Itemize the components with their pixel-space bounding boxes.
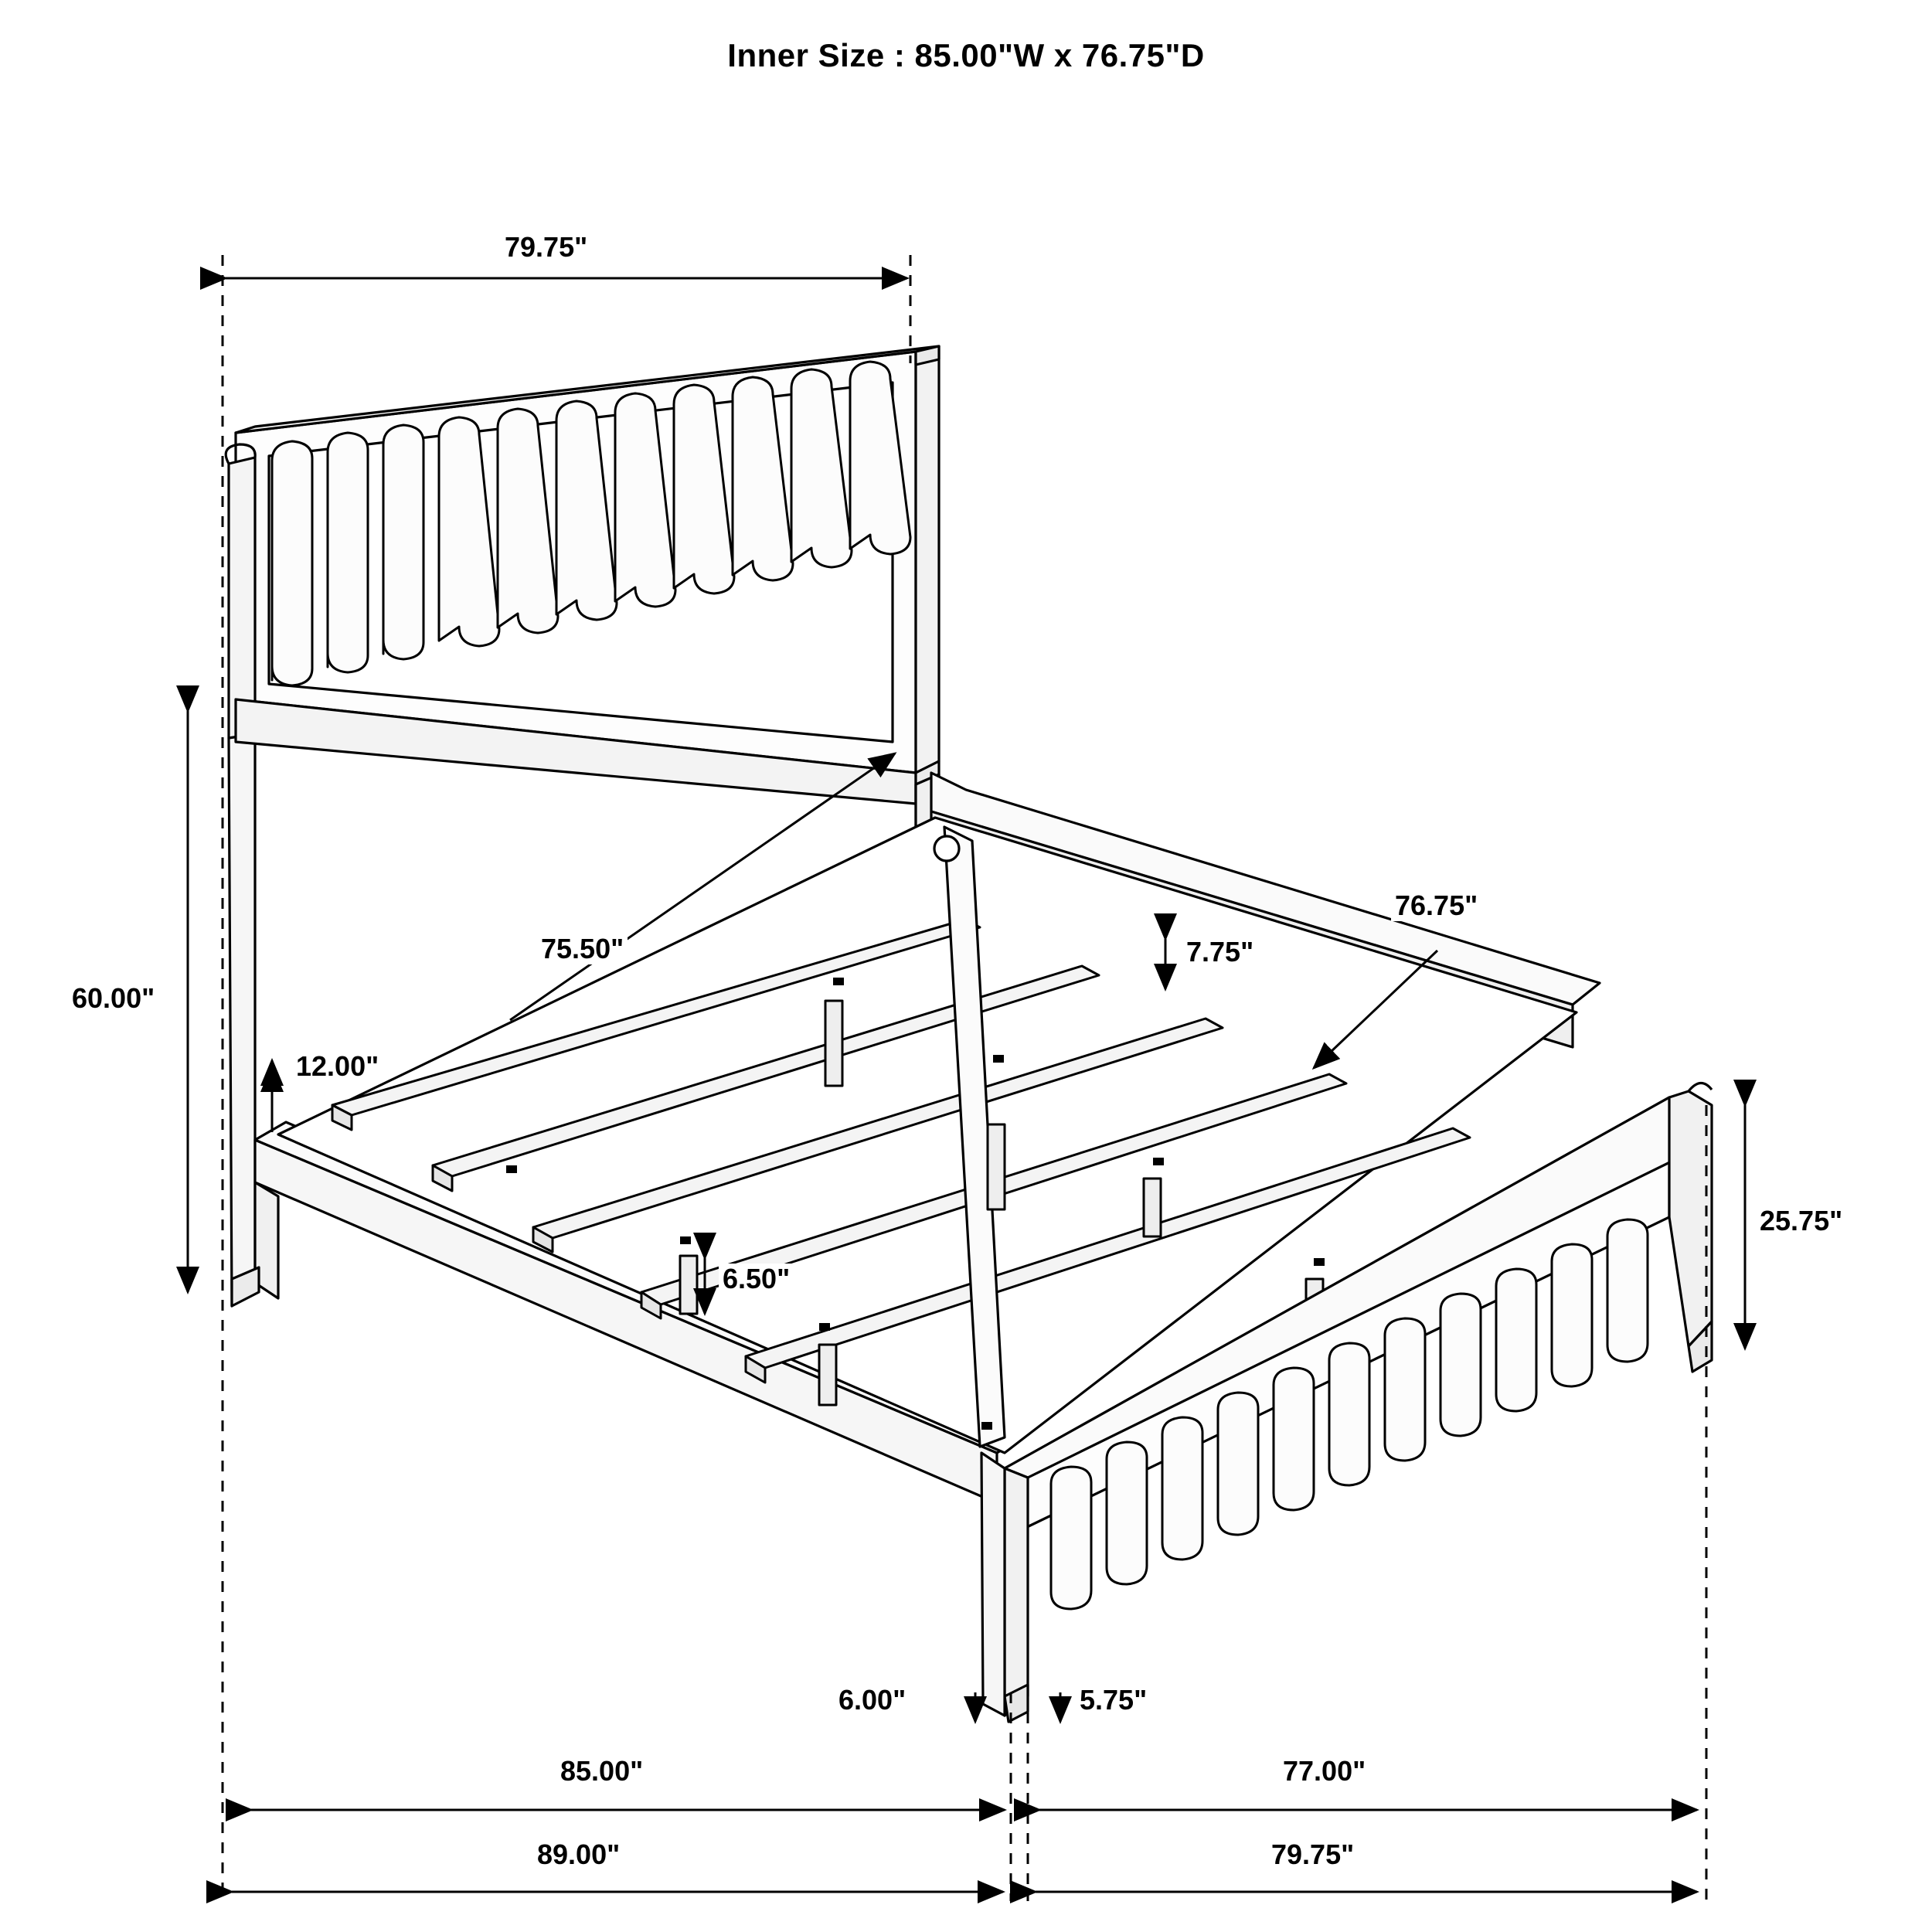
dim-label-overall-width: 85.00" [556, 1756, 647, 1787]
dim-label-outer-depth: 79.75" [1267, 1839, 1358, 1870]
dim-label-headboard-height: 60.00" [68, 983, 158, 1014]
dim-label-side-depth: 76.75" [1391, 890, 1481, 921]
dim-label-leg-rear: 5.75" [1076, 1685, 1151, 1716]
dim-label-overall-depth: 77.00" [1279, 1756, 1369, 1787]
page-title: Inner Size : 85.00"W x 76.75"D [727, 37, 1205, 73]
dim-label-rail-length: 75.50" [537, 934, 628, 964]
dim-label-center-support: 6.50" [719, 1264, 794, 1294]
dim-label-outer-width: 89.00" [533, 1839, 624, 1870]
dim-label-footboard-height: 25.75" [1756, 1206, 1846, 1236]
dim-label-top-width: 79.75" [501, 232, 591, 263]
dim-label-slat-drop: 7.75" [1182, 937, 1257, 968]
dim-label-clearance: 12.00" [292, 1051, 383, 1082]
dim-label-leg-front: 6.00" [835, 1685, 910, 1716]
